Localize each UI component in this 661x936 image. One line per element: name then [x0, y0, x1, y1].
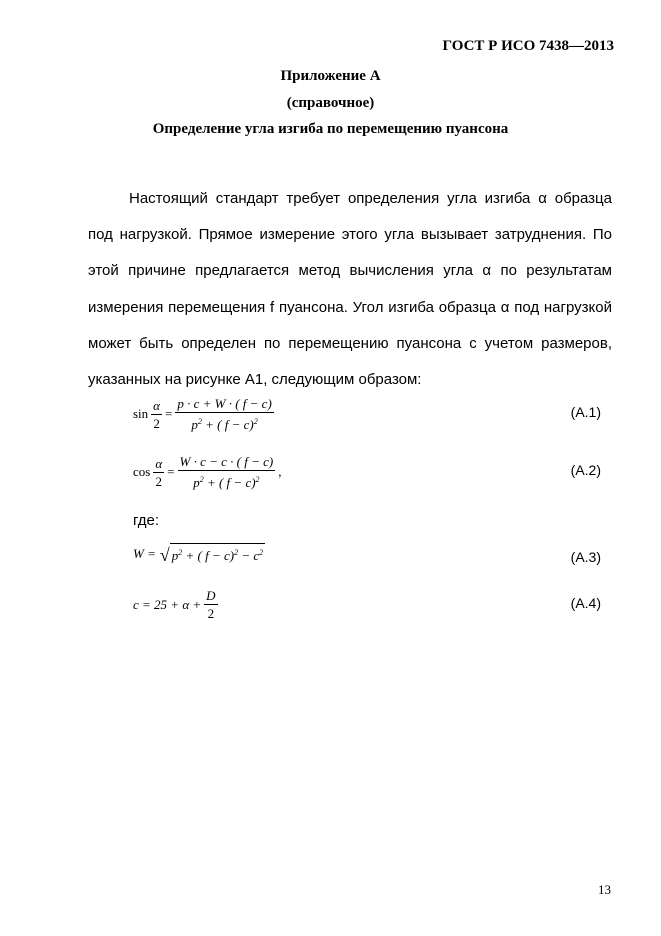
standard-code: ГОСТ Р ИСО 7438—2013 [442, 38, 614, 54]
formula-a3-radicand: $p^2$ + ( $f - c)^2 - c^2$ [170, 543, 265, 564]
formula-a4-den: 2 [207, 606, 215, 621]
formula-a4-lhs: c = 25 + α + [133, 596, 202, 612]
formula-a1-rhs-den: $p^2$ + ( f − c)$^2$ [191, 417, 258, 432]
sqrt-icon: √ [159, 545, 170, 565]
section-title: Определение угла изгиба по перемещению пуансона [152, 121, 509, 137]
formula-a2: cos $\frac{\alpha}{2}$ = $\frac{W \cdot c - c \cdot ( f - c)}{p^2 + ( f - c)^2}$ , [133, 454, 282, 490]
formula-a2-func: cos [133, 464, 151, 479]
formula-a1-lhs-num: α [153, 397, 160, 413]
formula-a4 [133, 588, 221, 621]
formula-a2-rhs-den: $p^2$ + ( f − c)$^2$ [193, 475, 260, 490]
where-label: где: [133, 512, 160, 529]
formula-a4-number: (А.4) [570, 595, 601, 611]
formula-a1: sin $\frac{\alpha}{2}$ = $\frac{p \cdot c + W \cdot ( f - c)}{p^2 + ( f - c)^2}$ [133, 396, 272, 432]
formula-a2-lhs-fraction [153, 456, 164, 489]
formula-a4-fraction [204, 588, 217, 621]
formula-a4-num: D [206, 588, 216, 603]
formula-a1-lhs-fraction [151, 398, 162, 431]
formula-a2-trail: , [278, 464, 282, 479]
formula-a3-sqrt [160, 543, 265, 564]
body-paragraph: Настоящий стандарт требует определения угла изгиба α образца под нагрузкой. Прямое измерение этого угла вызывает затруднения. По этой причине предлагается метод вычисления угла α по результатам измерения перемещения f пуансона. Угол изгиба образца α под нагрузкой может быть определен по перемещению пуансона с учетом размеров, указанных на рисунке А1, следующим образом: [88, 190, 612, 389]
formula-a2-rhs-fraction [178, 454, 276, 490]
formula-a1-lhs-den: 2 [153, 415, 160, 431]
formula-a1-func: sin [133, 406, 149, 421]
formula-a3-number: (А.3) [570, 549, 601, 565]
formula-a3-lhs: W = [133, 545, 156, 561]
formula-a1-rhs-fraction [175, 396, 273, 432]
formula-a1-number: (А.1) [570, 404, 601, 420]
annex-kind: (справочное) [286, 95, 375, 111]
formula-a2-number: (А.2) [570, 462, 601, 478]
formula-a3 [133, 543, 265, 564]
formula-a2-lhs-num: α [155, 455, 163, 471]
formula-a2-lhs-den: 2 [155, 473, 162, 489]
formula-a1-rhs-num: p · c + W · ( f − c) [177, 396, 272, 411]
page-number: 13 [598, 882, 611, 897]
annex-title: Приложение А [280, 68, 381, 84]
formula-a2-rhs-num: W · c − c · ( f − c) [179, 454, 274, 469]
